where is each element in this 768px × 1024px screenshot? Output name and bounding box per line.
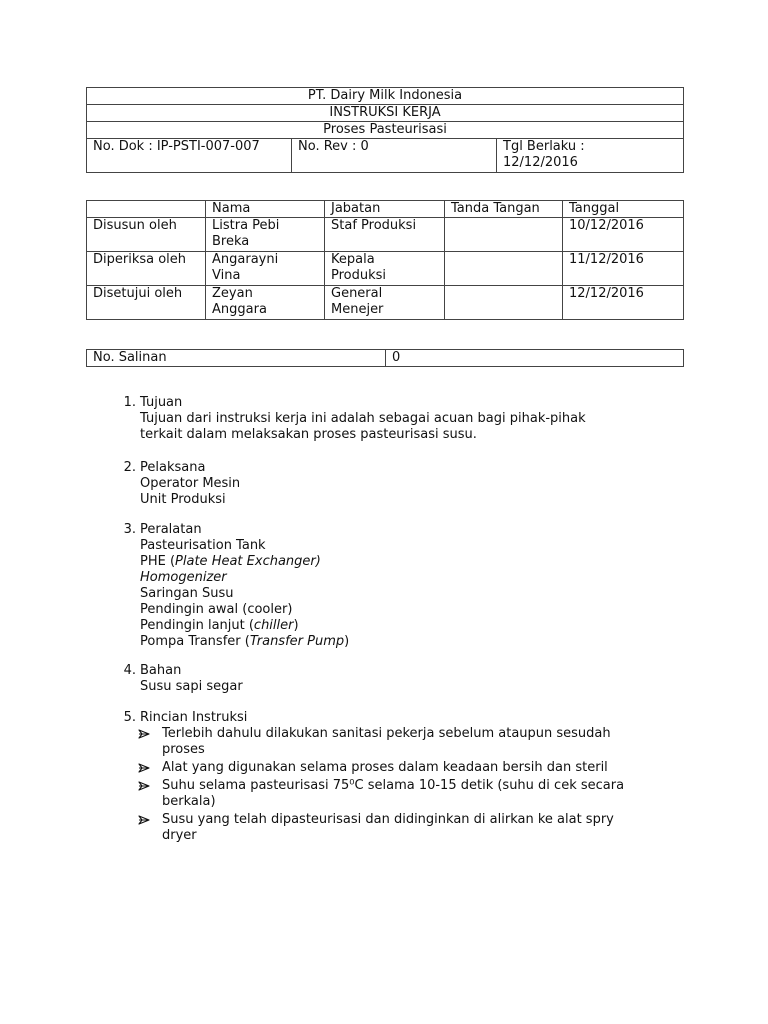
section-line: Tujuan dari instruksi kerja ini adalah sebagai acuan bagi pihak-pihak [140,411,586,426]
company-name: PT. Dairy Milk Indonesia [87,88,684,105]
document-type: INSTRUKSI KERJA [87,105,684,122]
section-title: Tujuan [140,395,183,410]
equipment-item: Homogenizer [140,570,227,585]
section-line: Susu sapi segar [140,679,243,694]
approval-name: Listra Pebi Breka [206,218,325,252]
equipment-item: Pasteurisation Tank [140,538,266,553]
arrow-bullet-icon [138,726,154,739]
section-title: Pelaksana [140,460,206,475]
section-title: Rincian Instruksi [140,710,248,725]
approval-date: 12/12/2016 [563,286,684,320]
approval-position: General Menejer [325,286,445,320]
table-row [87,218,684,252]
arrow-bullet-icon [138,812,154,825]
revision-number: No. Rev : 0 [292,139,497,173]
section-number: 1. [123,395,136,410]
copy-number-table [86,349,684,367]
equipment-item: Pendingin awal (cooler) [140,602,293,617]
table-row [87,252,684,286]
effective-date-label: Tgl Berlaku : [503,139,585,154]
table-row [87,286,684,320]
process-name: Proses Pasteurisasi [87,122,684,139]
approval-table [86,200,684,320]
copy-number-value: 0 [386,350,684,367]
equipment-item: PHE (Plate Heat Exchanger) [140,554,321,569]
approval-header-position: Jabatan [325,201,445,218]
document-header-table [86,87,684,173]
section-line: Operator Mesin [140,476,241,491]
approval-date: 10/12/2016 [563,218,684,252]
section-title: Bahan [140,663,182,678]
list-item: Susu yang telah dipasteurisasi dan didinginkan di alirkan ke alat spry dryer [136,812,656,844]
approval-role: Disusun oleh [87,218,206,252]
approval-role: Diperiksa oleh [87,252,206,286]
list-item: Suhu selama pasteurisasi 75⁰C selama 10-15 detik (suhu di cek secara berkala) [136,778,656,810]
approval-header-date: Tanggal [563,201,684,218]
list-item: Alat yang digunakan selama proses dalam keadaan bersih dan steril [136,760,656,776]
arrow-bullet-icon [138,778,154,791]
equipment-item: Pendingin lanjut (chiller) [140,618,299,633]
effective-date-value: 12/12/2016 [503,155,578,170]
approval-signature [445,252,563,286]
approval-name: Zeyan Anggara [206,286,325,320]
approval-name: Angarayni Vina [206,252,325,286]
approval-header-row [87,201,684,218]
approval-header-name: Nama [206,201,325,218]
approval-signature [445,286,563,320]
approval-header-signature: Tanda Tangan [445,201,563,218]
approval-header-blank [87,201,206,218]
arrow-bullet-icon [138,760,154,773]
equipment-item: Saringan Susu [140,586,234,601]
document-number: No. Dok : IP-PSTI-007-007 [87,139,292,173]
approval-position: Staf Produksi [325,218,445,252]
equipment-item: Pompa Transfer (Transfer Pump) [140,634,350,649]
effective-date-cell [497,139,684,173]
section-number: 3. [123,522,136,537]
instruction-list [136,726,656,844]
section-number: 2. [123,460,136,475]
section-number: 4. [123,663,136,678]
section-title: Peralatan [140,522,202,537]
list-item: Terlebih dahulu dilakukan sanitasi pekerja sebelum ataupun sesudah proses [136,726,656,758]
section-line: terkait dalam melaksakan proses pasteurisasi susu. [140,427,477,442]
approval-role: Disetujui oleh [87,286,206,320]
approval-position: Kepala Produksi [325,252,445,286]
section-line: Unit Produksi [140,492,226,507]
section-number: 5. [123,710,136,725]
approval-date: 11/12/2016 [563,252,684,286]
copy-number-label: No. Salinan [87,350,386,367]
approval-signature [445,218,563,252]
